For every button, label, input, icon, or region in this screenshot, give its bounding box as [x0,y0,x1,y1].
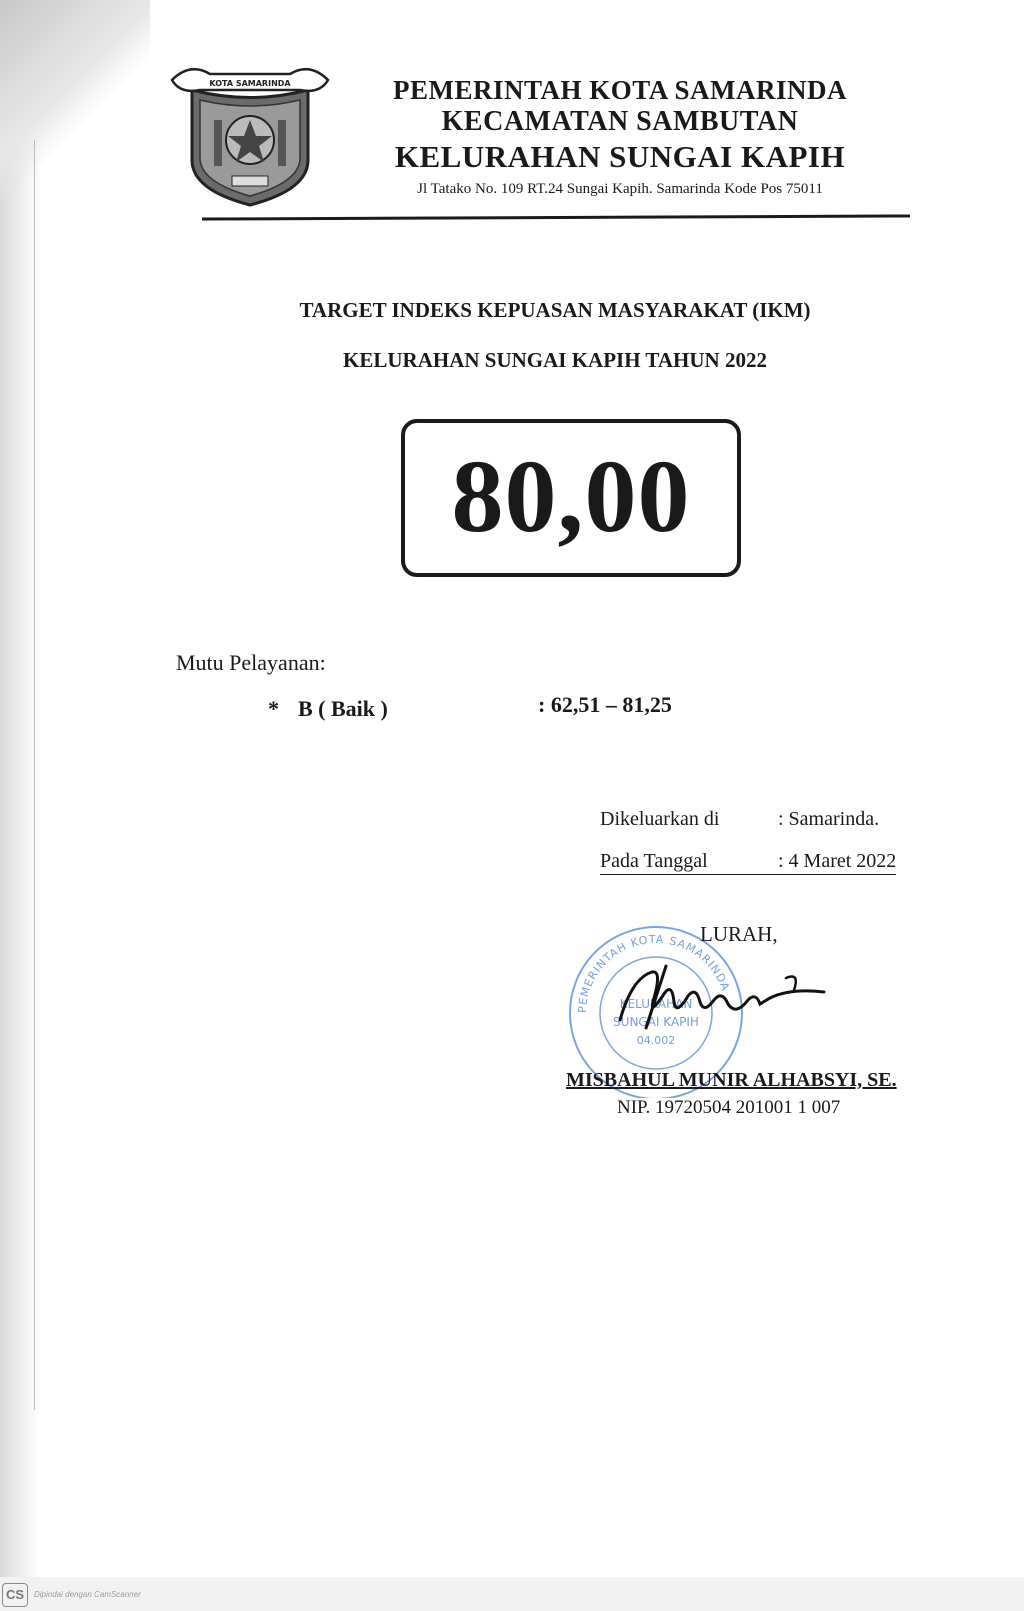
service-quality-grade [268,696,388,722]
letterhead-government: PEMERINTAH KOTA SAMARINDA [392,75,848,105]
scanner-badge: CS [2,1583,28,1607]
stamp-inner-text-2: SUNGAI KAPIH [613,1015,699,1029]
letterhead-village: KELURAHAN SUNGAI KAPIH [394,139,846,174]
letterhead [355,74,885,200]
letterhead-district: KECAMATAN SAMBUTAN [441,106,799,137]
issue-date-value: : 4 Maret 2022 [778,850,897,872]
issue-date-label: Pada Tanggal [600,850,708,872]
crest-ribbon-text: KOTA SAMARINDA [209,79,291,88]
scan-bottom-band [0,1577,1024,1611]
samarinda-crest-icon [170,60,330,210]
stamp-code-text: 04.002 [636,1034,676,1047]
signatory-name: MISBAHUL MUNIR ALHABSYI, SE. [566,1069,897,1091]
issue-place-label: Dikeluarkan di [600,808,720,830]
bullet-mark: * [268,696,279,721]
issue-place-value: : Samarinda. [778,808,880,830]
document-title-line1: TARGET INDEKS KEPUASAN MASYARAKAT (IKM) [299,298,811,322]
handwritten-signature-icon [610,958,850,1038]
service-quality-range: : 62,51 – 81,25 [538,692,672,717]
document-title-line2: KELURAHAN SUNGAI KAPIH TAHUN 2022 [343,348,767,372]
target-value: 80,00 [451,439,691,554]
scan-fold-line [34,140,35,1410]
signatory-nip: NIP. 19720504 201001 1 007 [617,1097,841,1118]
issue-place-row [600,808,879,831]
letterhead-address: Jl Tatako No. 109 RT.24 Sungai Kapih. Samarinda Kode Pos 75011 [417,181,823,197]
grade-text: B ( Baik ) [298,696,388,721]
scan-folded-corner [0,0,150,200]
issue-date-row [600,850,896,875]
stamp-outer-text: PEMERINTAH KOTA SAMARINDA [575,932,733,1014]
scanner-watermark: Dipindai dengan CamScanner [34,1590,141,1599]
stamp-inner-text-1: KELURAHAN [619,997,693,1011]
letterhead-divider [202,214,910,220]
target-value-box [401,419,741,577]
document-title [200,285,910,385]
signatory-title: LURAH, [700,922,778,946]
service-quality-label: Mutu Pelayanan: [176,650,326,675]
